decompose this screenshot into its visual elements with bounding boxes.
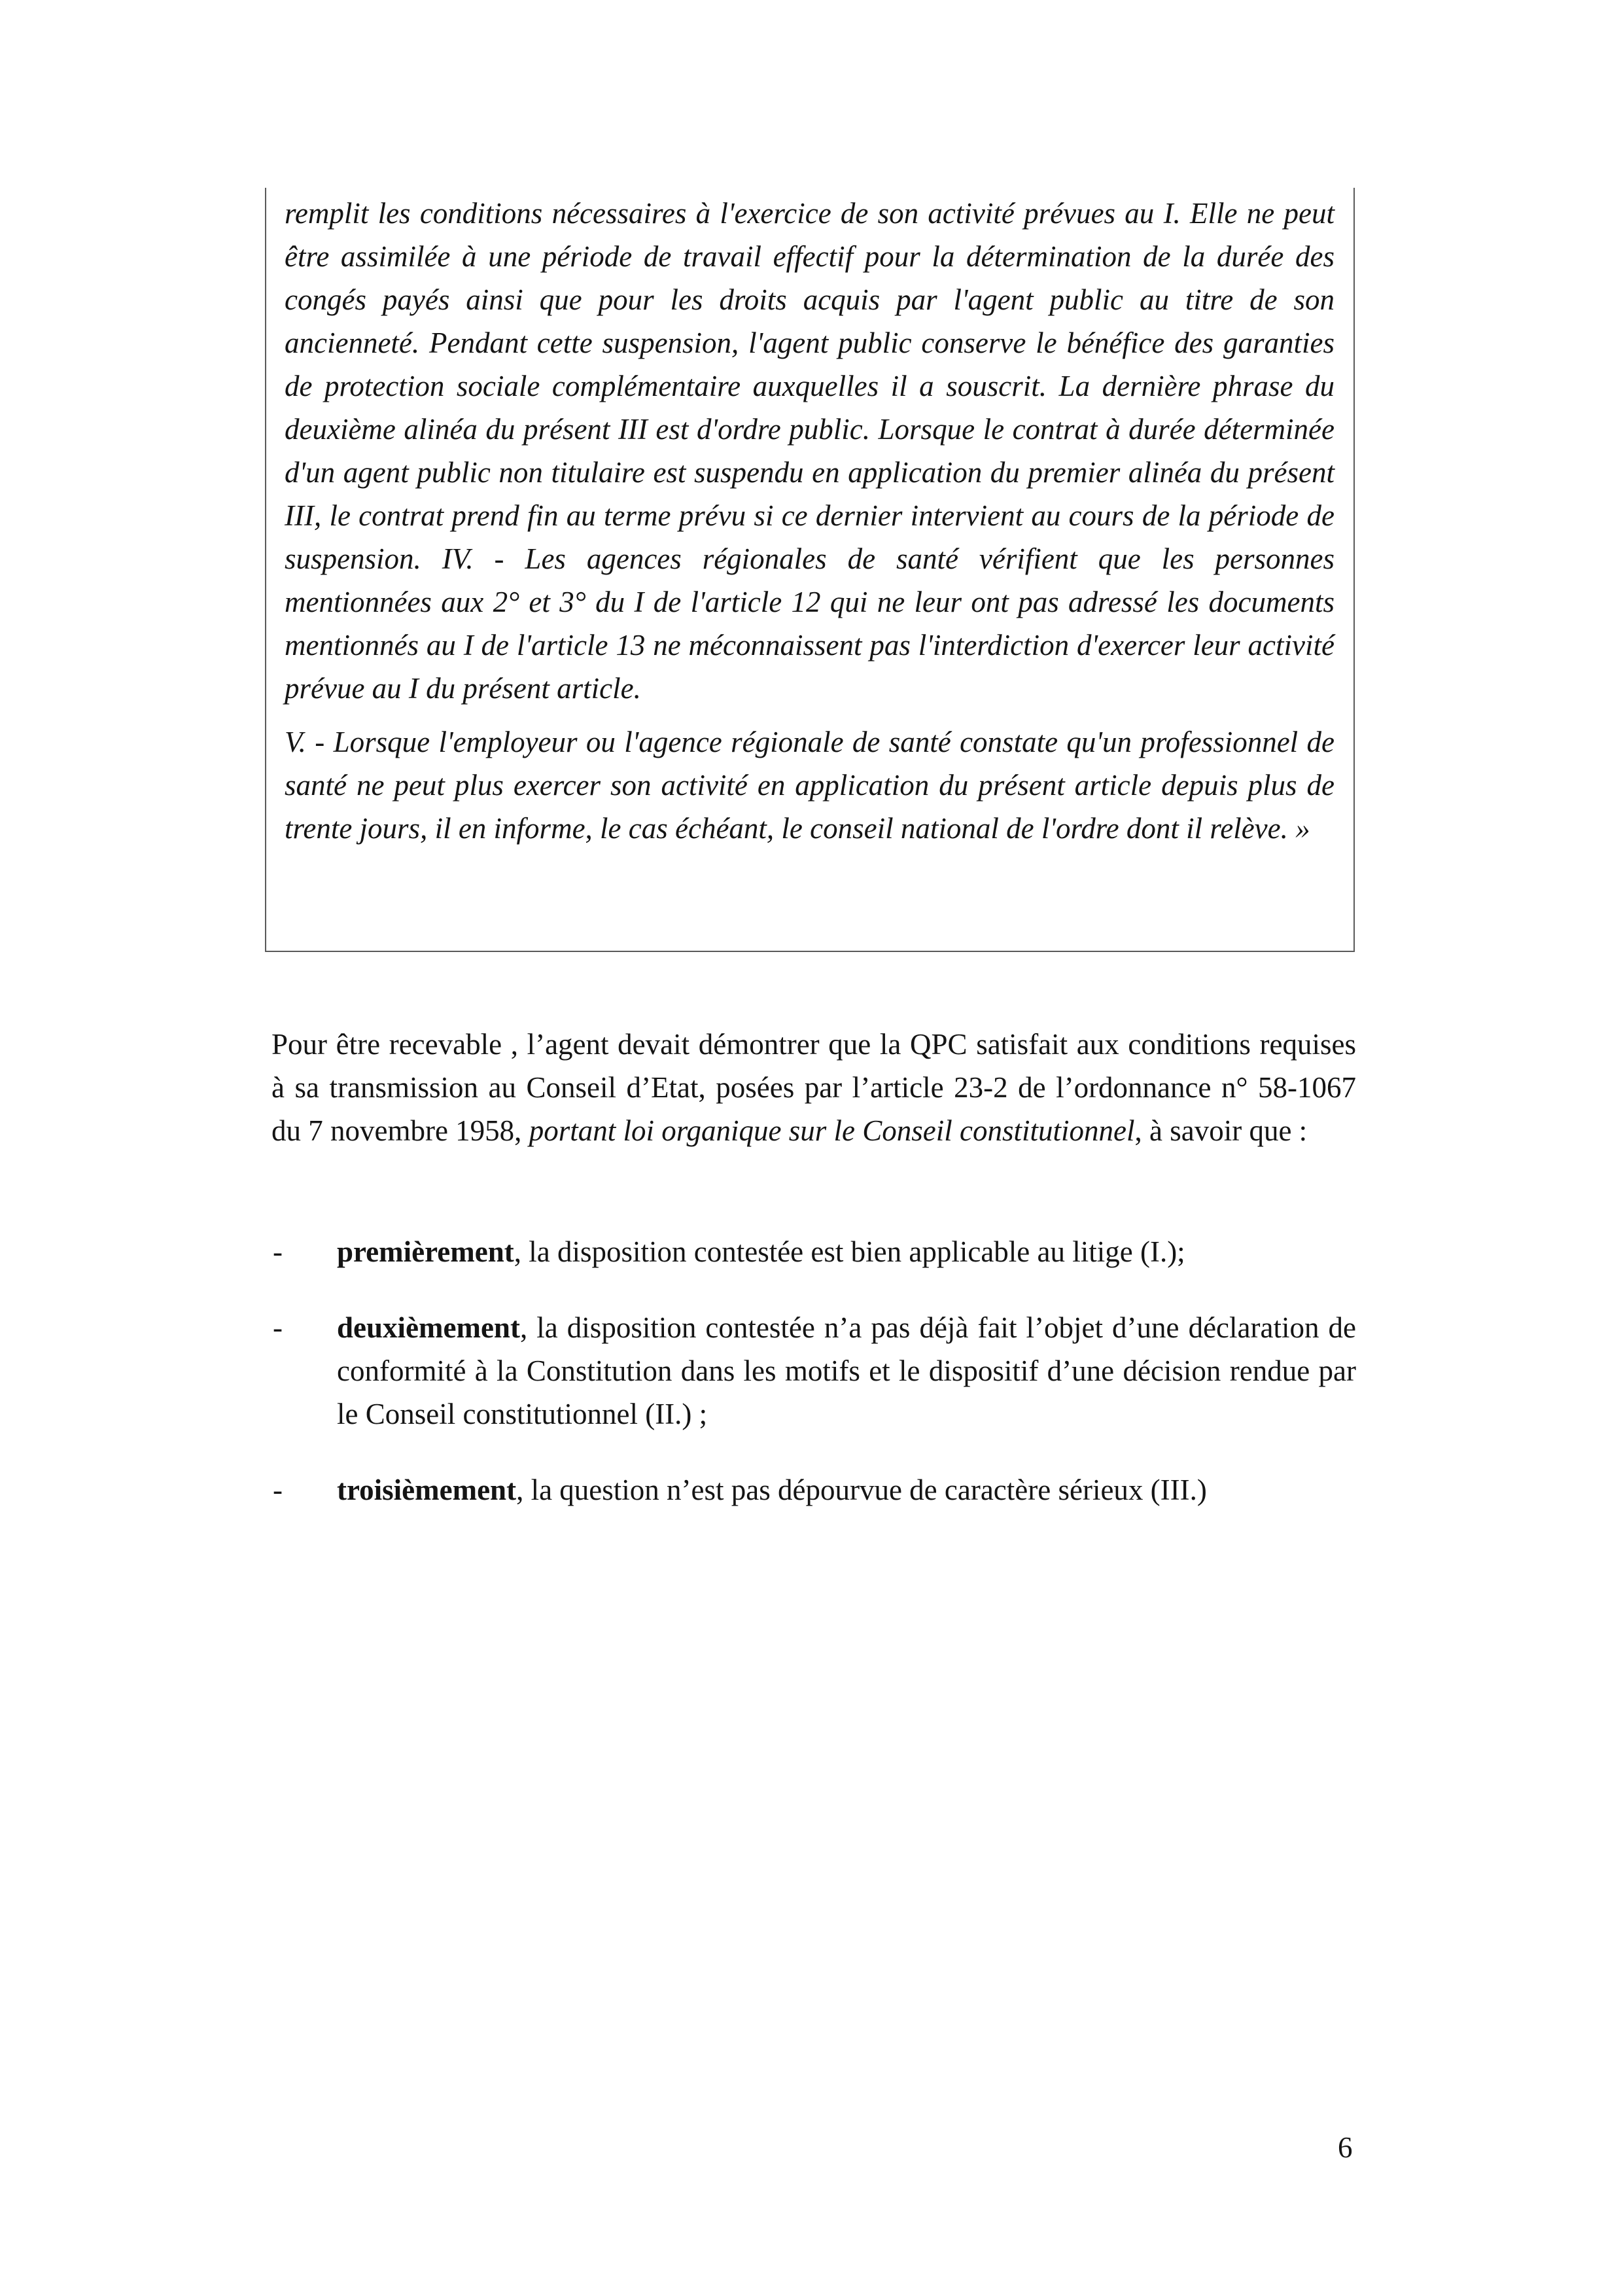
- intro-text-italic: portant loi organique sur le Conseil constitutionnel: [529, 1114, 1135, 1147]
- admissibility-intro: [271, 1023, 1356, 1152]
- intro-text-before: Pour être recevable , l’agent devait démontrer que la QPC satisfait aux conditions requises à sa transmission au Conseil d’Etat, posées par l’article 23-2 de l’ordonnance n° 58-1067 du 7 novembre 1958,: [271, 1028, 1356, 1147]
- admissibility-criteria-list: [273, 1230, 1356, 1544]
- quote-paragraph-v: V. - Lorsque l'employeur ou l'agence régionale de santé constate qu'un professionnel de santé ne peut plus exercer son activité en application du présent article depuis plus de trente jours, il en informe, le cas échéant, le conseil national de l'ordre dont il relève. »: [285, 726, 1335, 845]
- criterion-text: , la disposition contestée n’a pas déjà fait l’objet d’une déclaration de conformité à la Constitution dans les motifs et le dispositif d’une décision rendue par le Conseil constitutionnel (II.) ;: [337, 1311, 1356, 1430]
- list-dash: -: [273, 1235, 283, 1268]
- criterion-keyword: premièrement: [337, 1235, 514, 1268]
- criterion-text: , la question n’est pas dépourvue de caractère sérieux (III.): [516, 1474, 1207, 1506]
- quote-sentence-suspension: remplit les conditions nécessaires à l'exercice de son activité prévues au I. Elle ne peut être assimilée à une période de travail effectif pour la détermination de la durée des congés payés ainsi que pour les droits acquis par l'agent public au titre de son ancienneté. Pendant cette suspension, l'agent public conserve le bénéfice des garanties de protection sociale complémentaire auxquelles il a souscrit.: [285, 197, 1335, 402]
- page-number: 6: [1338, 2131, 1353, 2164]
- quote-paragraph-1: [285, 192, 1335, 710]
- criterion-item-2: [273, 1306, 1356, 1436]
- quote-sentence-public-order: La dernière phrase du deuxième alinéa du présent III est d'ordre public.: [285, 370, 1335, 446]
- intro-text-after: , à savoir que :: [1134, 1114, 1308, 1147]
- list-dash: -: [273, 1311, 283, 1344]
- criterion-item-1: [273, 1230, 1356, 1273]
- quote-sentence-article-iv: IV. - Les agences régionales de santé vérifient que les personnes mentionnées aux 2° et 3° du I de l'article 12 qui ne leur ont pas adressé les documents mentionnés au I de l'article 13 ne méconnaissent pas l'interdiction d'exercer leur activité prévue au I du présent article.: [285, 542, 1335, 705]
- criterion-keyword: deuxièmement: [337, 1311, 520, 1344]
- quoted-article-box: [265, 188, 1355, 952]
- quote-sentence-fixed-term-contract: Lorsque le contrat à durée déterminée d'un agent public non titulaire est suspendu en application du premier alinéa du présent III, le contrat prend fin au terme prévu si ce dernier intervient au cours de la période de suspension.: [285, 413, 1335, 575]
- list-dash: -: [273, 1474, 283, 1506]
- criterion-keyword: troisièmement: [337, 1474, 517, 1506]
- criterion-text: , la disposition contestée est bien applicable au litige (I.);: [514, 1235, 1185, 1268]
- quoted-article-text: [285, 192, 1335, 850]
- criterion-item-3: [273, 1468, 1356, 1511]
